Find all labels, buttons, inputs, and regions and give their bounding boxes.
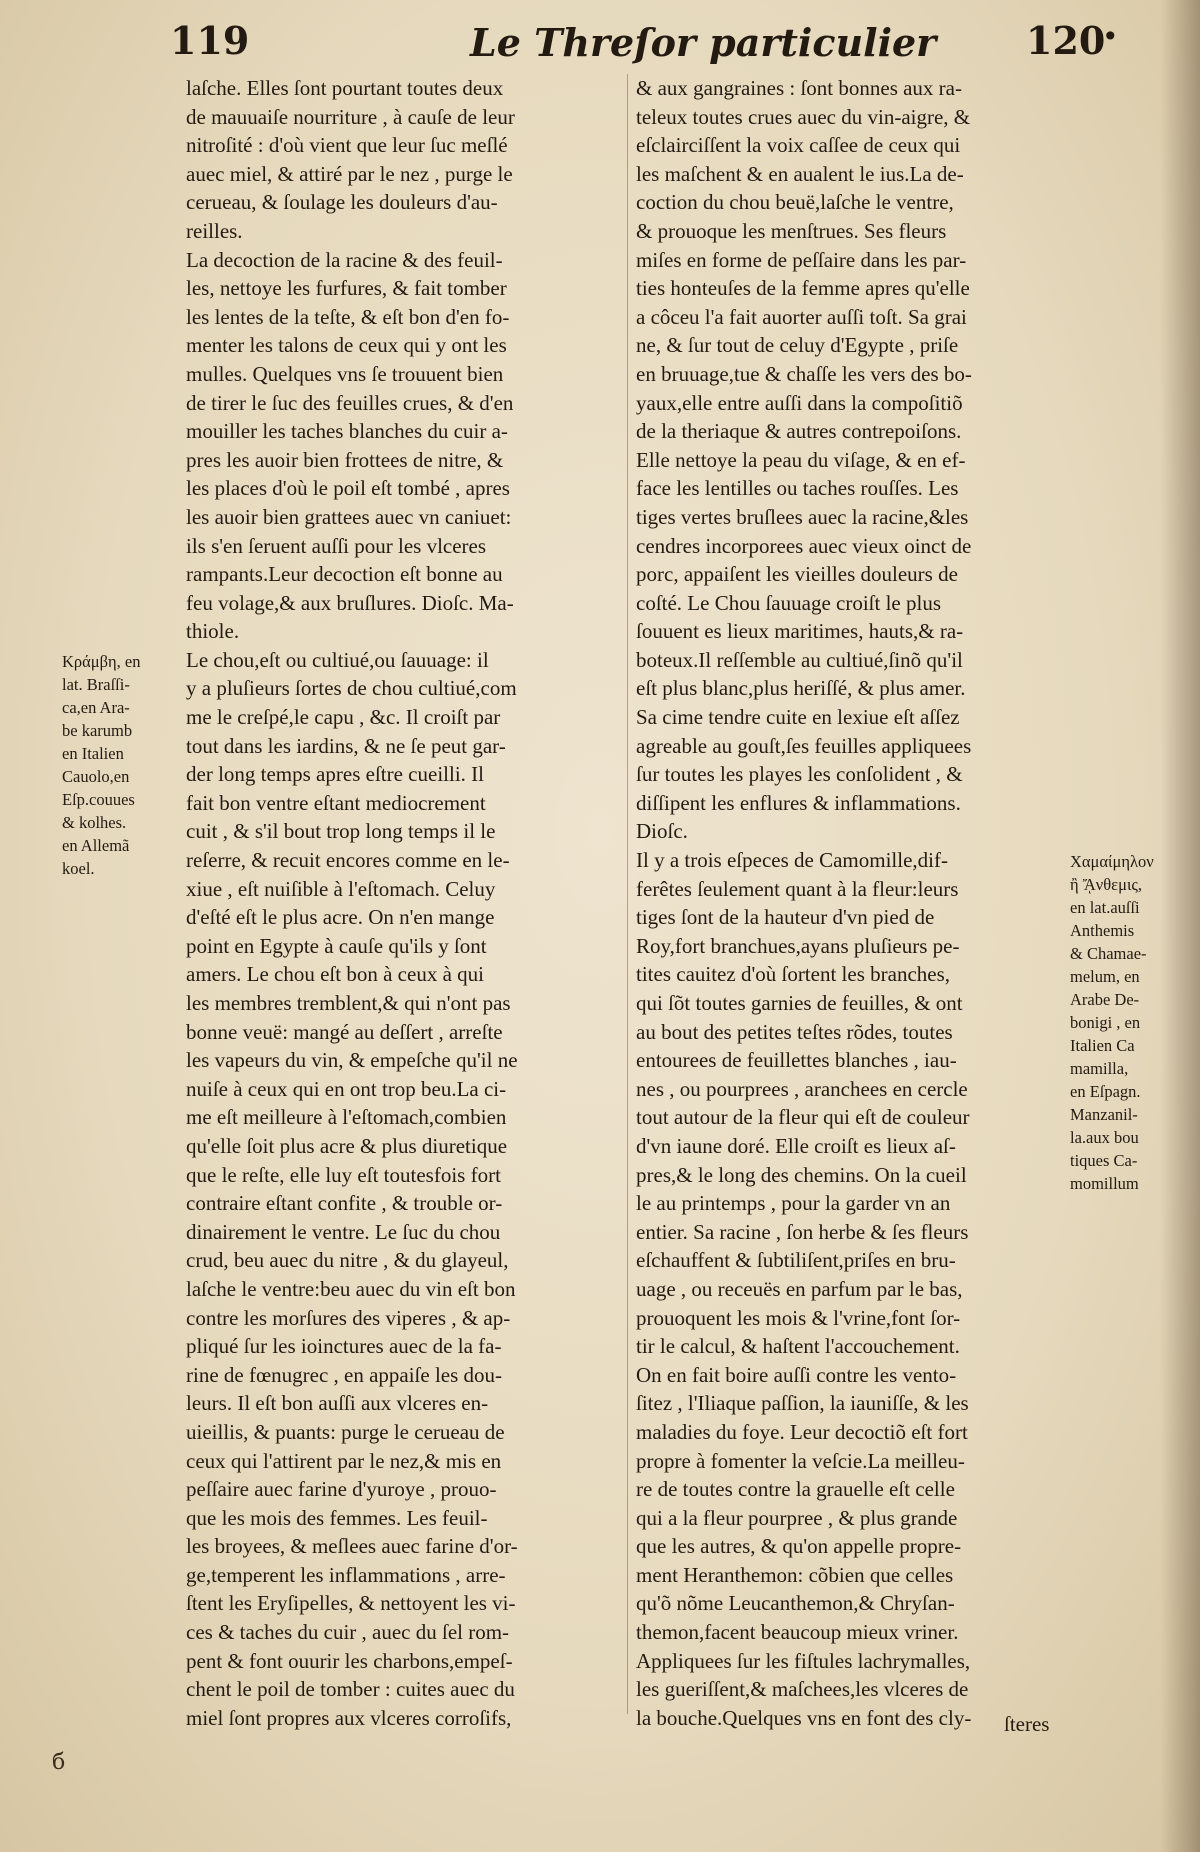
text-line: pliqué ſur les ioinctures auec de la fa- <box>186 1334 502 1359</box>
text-line: y a pluſieurs ſortes de chou cultiué,com <box>186 676 517 701</box>
text-line: les gueriſſent,& maſchees,les vlceres de <box>636 1677 969 1702</box>
text-line: uage , ou receuës en parfum par le bas, <box>636 1276 963 1301</box>
text-line: entier. Sa racine , ſon herbe & ſes fleurs <box>636 1219 969 1244</box>
margin-note-line: Κράμβη, en <box>62 652 141 671</box>
text-line: rampants.Leur decoction eſt bonne au <box>186 562 503 587</box>
text-line: pres,& le long des chemins. On la cueil <box>636 1162 967 1187</box>
text-line: On en fait boire auſſi contre les vento- <box>636 1362 957 1387</box>
margin-note-line: ἢ ᾌνθεμις, <box>1070 875 1143 894</box>
text-line: prouoquent les mois & l'vrine,font ſor- <box>636 1305 961 1330</box>
text-line: eſchauffent & ſubtiliſent,priſes en bru- <box>636 1248 956 1273</box>
text-line: nitroſité : d'où vient que leur ſuc meſlé <box>186 133 508 158</box>
text-line: nes , ou pourprees , aranchees en cercle <box>636 1076 968 1101</box>
text-line: La decoction de la racine & des feuil- <box>186 247 503 272</box>
text-line: tout autour de la fleur qui eſt de couleur <box>636 1105 970 1130</box>
text-line: der long temps apres eſtre cueilli. Il <box>186 762 484 787</box>
text-line: eſclairciſſent la voix caſſee de ceux qui <box>636 133 961 158</box>
text-line: menter les talons de ceux qui y ont les <box>186 333 507 358</box>
text-line: rine de fœnugrec , en appaiſe les dou- <box>186 1362 503 1387</box>
text-line: d'vn iaune doré. Elle croiſt es lieux aſ- <box>636 1133 956 1158</box>
text-line: themon,facent beaucoup mieux vriner. <box>636 1620 959 1645</box>
text-line: fait bon ventre eſtant mediocrement <box>186 790 486 815</box>
page-header <box>0 18 1200 82</box>
margin-note-line: en Italien <box>62 744 124 763</box>
text-line: uieillis, & puants: purge le cerueau de <box>186 1419 505 1444</box>
page-number-left: 119 <box>170 18 250 63</box>
text-line: reſerre, & recuit encores comme en le- <box>186 848 510 873</box>
text-line: laſche. Elles ſont pourtant toutes deux <box>186 76 504 100</box>
text-line: re de toutes contre la grauelle eſt celle <box>636 1477 955 1502</box>
text-line: les broyees, & meſlees auec farine d'or- <box>186 1534 518 1559</box>
margin-note-line: en Allemã <box>62 836 130 855</box>
text-line: nuiſe à ceux qui en ont trop beu.La ci- <box>186 1076 507 1101</box>
text-line: auec miel, & attiré par le nez , purge le <box>186 161 513 186</box>
text-line: cuit , & s'il bout trop long temps il le <box>186 819 496 844</box>
text-line: bonne veuë: mangé au deſſert , arreſte <box>186 1019 503 1044</box>
text-line: miel ſont propres aux vlceres corroſifs, <box>186 1705 512 1730</box>
margin-note-line: mamilla, <box>1070 1059 1129 1078</box>
margin-note-line: tiques Ca- <box>1070 1151 1138 1170</box>
text-line: de mauuaiſe nourriture , à cauſe de leur <box>186 104 515 129</box>
text-line: ils s'en ſeruent auſſi pour les vlceres <box>186 533 487 558</box>
text-line: les lentes de la teſte, & eſt bon d'en fo- <box>186 304 510 329</box>
text-line: ſouuent es lieux maritimes, hauts,& ra- <box>636 619 964 644</box>
text-line: Sa cime tendre cuite en lexiue eſt aſſez <box>636 705 960 730</box>
margin-note-line: en Eſpagn. <box>1070 1082 1141 1101</box>
text-line: Appliquees ſur les fiſtules lachrymalles, <box>636 1648 971 1673</box>
margin-note-line: Manzanil- <box>1070 1105 1138 1124</box>
text-line: a côceu l'a fait auorter auſſi toſt. Sa grai <box>636 304 967 329</box>
margin-note-line: Eſp.couues <box>62 790 135 809</box>
text-line: ſur toutes les playes les conſolident , & <box>636 762 963 787</box>
text-line: le au printemps , pour la garder vn an <box>636 1191 951 1216</box>
text-line: les vapeurs du vin, & empeſche qu'il ne <box>186 1048 518 1073</box>
text-line: point en Egypte à cauſe qu'ils y ſont <box>186 933 487 958</box>
text-line: cendres incorporees auec vieux oinct de <box>636 533 972 558</box>
text-line: boteux.Il reſſemble au cultiué,ſinõ qu'il <box>636 647 963 672</box>
text-line: Roy,fort branchues,ayans pluſieurs pe- <box>636 933 960 958</box>
text-line: propre à fomenter la veſcie.La meilleu- <box>636 1448 965 1473</box>
text-line: qu'õ nõme Leucanthemon,& Chryſan- <box>636 1591 955 1616</box>
text-line: Il y a trois eſpeces de Camomille,dif- <box>636 848 948 873</box>
text-line: yaux,elle entre auſſi dans la compoſitiõ <box>636 390 963 415</box>
text-line: chent le poil de tomber : cuites auec du <box>186 1677 515 1702</box>
text-line: les membres tremblent,& qui n'ont pas <box>186 991 511 1015</box>
text-line: face les lentilles ou taches rouſſes. Les <box>636 476 959 501</box>
text-line: ceux qui l'attirent par le nez,& mis en <box>186 1448 502 1473</box>
margin-note-line: Anthemis <box>1070 921 1135 940</box>
text-line: les places d'où le poil eſt tombé , apres <box>186 476 510 501</box>
text-line: & prouoque les menſtrues. Ses fleurs <box>636 218 947 243</box>
margin-note-line: be karumb <box>62 721 133 740</box>
text-line: amers. Le chou eſt bon à ceux à qui <box>186 962 484 987</box>
text-line: agreable au gouſt,ſes feuilles appliquees <box>636 733 972 758</box>
text-line: Dioſc. <box>636 819 688 844</box>
text-line: pent & font ouurir les charbons,empeſ- <box>186 1648 513 1673</box>
margin-note-line: koel. <box>62 859 95 878</box>
text-line: me eſt meilleure à l'eſtomach,combien <box>186 1105 507 1130</box>
text-line: tites cauitez d'où ſortent les branches, <box>636 962 951 987</box>
text-line: Elle nettoye la peau du viſage, & en ef- <box>636 447 966 472</box>
text-line: Le chou,eſt ou cultiué,ou ſauuage: il <box>186 647 489 672</box>
running-title: Le Threſor particulier <box>470 20 937 65</box>
text-line: tir le calcul, & haſtent l'accouchement. <box>636 1334 960 1359</box>
text-line: au bout des petites teſtes rõdes, toutes <box>636 1019 953 1044</box>
text-line: contraire eſtant confite , & trouble or- <box>186 1191 503 1216</box>
text-line: ſtent les Eryſipelles, & nettoyent les vi- <box>186 1591 516 1616</box>
header-mark: • <box>1102 20 1119 53</box>
text-line: les auoir bien grattees auec vn caniuet: <box>186 504 512 529</box>
text-line: & aux gangraines : ſont bonnes aux ra- <box>636 76 962 100</box>
text-line: d'eſté eſt le plus acre. On n'en mange <box>186 905 495 930</box>
margin-note-line: & kolhes. <box>62 813 127 832</box>
margin-note-line: Arabe De- <box>1070 990 1140 1009</box>
text-line: les, nettoye les furfures, & fait tomber <box>186 276 507 301</box>
margin-note-line: melum, en <box>1070 967 1140 986</box>
text-line: porc, appaiſent les vieilles douleurs de <box>636 562 958 587</box>
text-line: qu'elle ſoit plus acre & plus diuretique <box>186 1133 508 1158</box>
right-text-column <box>636 74 1072 1732</box>
text-line: en bruuage,tue & chaſſe les vers des bo- <box>636 361 972 386</box>
text-line: ment Heranthemon: cõbien que celles <box>636 1562 954 1587</box>
margin-note-line: Cauolo,en <box>62 767 130 786</box>
text-line: ne, & ſur tout de celuy d'Egypte , priſe <box>636 333 959 358</box>
text-line: ſitez , l'Iliaque paſſion, la iauniſſe, & les <box>636 1391 969 1416</box>
text-line: miſes en forme de peſſaire dans les par- <box>636 247 967 272</box>
text-line: de tirer le ſuc des feuilles crues, & d'en <box>186 390 514 415</box>
text-line: pres les auoir bien frottees de nitre, & <box>186 447 504 472</box>
text-line: que le reſte, elle luy eſt toutesfois fort <box>186 1162 501 1187</box>
margin-note-line: momillum <box>1070 1174 1139 1193</box>
text-line: reilles. <box>186 218 243 243</box>
text-line: qui ſõt toutes garnies de feuilles, & ont <box>636 991 963 1015</box>
margin-note-line: ca,en Ara- <box>62 698 130 717</box>
catchword: ſteres <box>1004 1712 1050 1736</box>
text-line: teleux toutes crues auec du vin-aigre, & <box>636 104 971 129</box>
text-line: tiges ſont de la hauteur d'vn pied de <box>636 905 935 930</box>
text-line: maladies du foye. Leur decoctiõ eſt fort <box>636 1419 968 1444</box>
text-line: ces & taches du cuir , auec du ſel rom- <box>186 1620 510 1645</box>
text-line: qui a la fleur pourpree , & plus grande <box>636 1505 958 1530</box>
text-line: ties honteuſes de la femme apres qu'elle <box>636 276 970 301</box>
text-line: feu volage,& aux bruſlures. Dioſc. Ma- <box>186 590 514 615</box>
text-line: de la theriaque & autres contrepoiſons. <box>636 419 962 444</box>
text-line: dinairement le ventre. Le ſuc du chou <box>186 1219 501 1244</box>
text-line: que les mois des femmes. Les feuil- <box>186 1505 488 1530</box>
margin-note-line: la.aux bou <box>1070 1128 1139 1147</box>
margin-note-right <box>1070 850 1200 1195</box>
text-line: entourees de feuillettes blanches , iau- <box>636 1048 957 1073</box>
text-line: coſté. Le Chou ſauuage croiſt le plus <box>636 590 941 615</box>
margin-note-line: en lat.auſſi <box>1070 898 1140 917</box>
text-line: peſſaire auec farine d'yuroye , prouo- <box>186 1477 497 1502</box>
margin-note-line: bonigi , en <box>1070 1013 1141 1032</box>
page-number-right: 120 <box>1026 18 1106 63</box>
text-line: mulles. Quelques vns ſe trouuent bien <box>186 361 504 386</box>
text-line: tout dans les iardins, & ne ſe peut gar- <box>186 733 506 758</box>
text-line: mouiller les taches blanches du cuir a- <box>186 419 508 444</box>
text-line: la bouche.Quelques vns en font des cly- <box>636 1705 972 1730</box>
text-line: coction du chou beuë,laſche le ventre, <box>636 190 954 215</box>
text-line: contre les morſures des viperes , & ap- <box>186 1305 511 1330</box>
corner-mark: б <box>52 1750 66 1775</box>
text-line: diſſipent les enflures & inflammations. <box>636 790 961 815</box>
left-text-column <box>186 74 616 1732</box>
margin-note-line: Italien Ca <box>1070 1036 1135 1055</box>
text-line: leurs. Il eſt bon auſſi aux vlceres en- <box>186 1391 489 1416</box>
text-line: xiue , eſt nuiſible à l'eſtomach. Celuy <box>186 876 496 901</box>
text-line: thiole. <box>186 619 240 644</box>
margin-note-left <box>62 650 186 880</box>
text-line: tiges vertes bruſlees auec la racine,&les <box>636 504 969 529</box>
text-line: cerueau, & ſoulage les douleurs d'au- <box>186 190 498 215</box>
text-line: me le creſpé,le capu , &c. Il croiſt par <box>186 705 501 730</box>
text-line: que les autres, & qu'on appelle propre- <box>636 1534 962 1559</box>
text-line: les maſchent & en aualent le ius.La de- <box>636 161 964 186</box>
column-divider <box>627 74 628 1714</box>
text-line: eſt plus blanc,plus heriſſé, & plus amer. <box>636 676 966 701</box>
text-line: ferêtes ſeulement quant à la fleur:leurs <box>636 876 959 901</box>
text-line: crud, beu auec du nitre , & du glayeul, <box>186 1248 509 1273</box>
text-line: ge,temperent les inflammations , arre- <box>186 1562 506 1587</box>
margin-note-line: lat. Braſſi- <box>62 675 130 694</box>
margin-note-line: Χαμαίμηλον <box>1070 852 1154 871</box>
text-line: laſche le ventre:beu auec du vin eſt bon <box>186 1276 516 1301</box>
margin-note-line: & Chamae- <box>1070 944 1147 963</box>
